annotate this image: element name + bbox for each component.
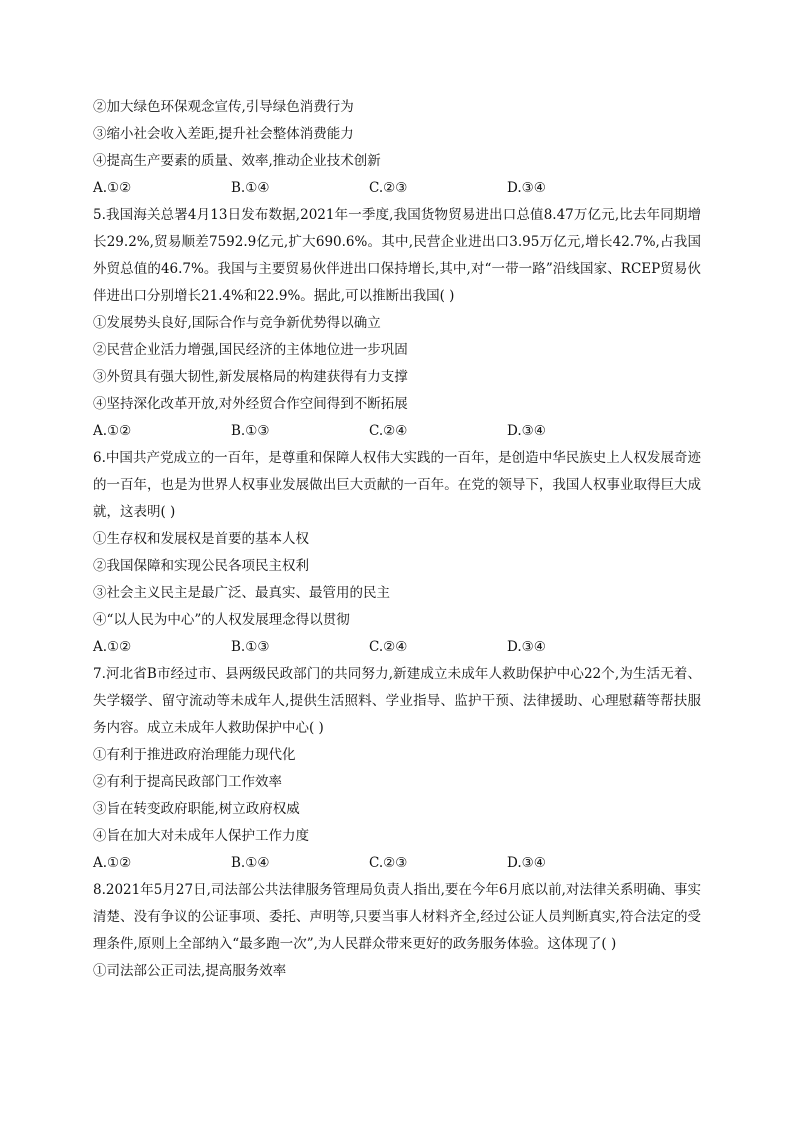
q4-item-3: ③缩小社会收入差距,提升社会整体消费能力 bbox=[93, 126, 354, 142]
q6-option-b: B.①③ bbox=[231, 639, 270, 655]
q5-item-1: ①发展势头良好,国际合作与竞争新优势得以确立 bbox=[93, 315, 381, 331]
q5-item-4: ④坚持深化改革开放,对外经贸合作空间得到不断拓展 bbox=[93, 396, 408, 412]
q8-item-1: ①司法部公正司法,提高服务效率 bbox=[93, 963, 287, 979]
q6-item-2: ②我国保障和实现公民各项民主权利 bbox=[93, 558, 309, 574]
q5-option-b: B.①③ bbox=[231, 423, 270, 439]
q5-option-d: D.③④ bbox=[507, 423, 546, 439]
q5-options bbox=[93, 418, 703, 445]
q7-item-4: ④旨在加大对未成年人保护工作力度 bbox=[93, 828, 309, 844]
q6-item-1: ①生存权和发展权是首要的基本人权 bbox=[93, 531, 309, 547]
question-6 bbox=[93, 445, 703, 661]
q7-item-3: ③旨在转变政府职能,树立政府权威 bbox=[93, 801, 300, 817]
q7-item-2: ②有利于提高民政部门工作效率 bbox=[93, 774, 282, 790]
q6-stem: 6.中国共产党成立的一百年，是尊重和保障人权伟大实践的一百年，是创造中华民族史上人权发展奇迹的一百年，也是为世界人权事业发展做出巨大贡献的一百年。在党的领导下，我国人权事业取得巨大成就，这表明( ) bbox=[93, 450, 701, 520]
exam-page bbox=[93, 94, 703, 985]
q6-item-3: ③社会主义民主是最广泛、最真实、最管用的民主 bbox=[93, 585, 390, 601]
q6-option-d: D.③④ bbox=[507, 639, 546, 655]
q4-item-4: ④提高生产要素的质量、效率,推动企业技术创新 bbox=[93, 153, 381, 169]
q4-option-b: B.①④ bbox=[231, 180, 270, 196]
q6-options bbox=[93, 634, 703, 661]
q6-option-c: C.②④ bbox=[369, 639, 408, 655]
q8-stem: 8.2021年5月27日,司法部公共法律服务管理局负责人指出,要在今年6月底以前,对法律关系明确、事实清楚、没有争议的公证事项、委托、声明等,只要当事人材料齐全,经过公证人员判断真实,符合法定的受理条件,原则上全部纳入“最多跑一次”,为人民群众带来更好的政务服务体验。这体现了( ) bbox=[93, 882, 701, 952]
q4-option-a: A.①② bbox=[93, 180, 132, 196]
q6-option-a: A.①② bbox=[93, 639, 132, 655]
q7-item-1: ①有利于推进政府治理能力现代化 bbox=[93, 747, 296, 763]
q7-stem: 7.河北省B市经过市、县两级民政部门的共同努力,新建成立未成年人救助保护中心22个,为生活无着、失学辍学、留守流动等未成年人,提供生活照料、学业指导、监护干预、法律援助、心理慰藉等帮扶服务内容。成立未成年人救助保护中心( ) bbox=[93, 666, 701, 736]
q5-stem: 5.我国海关总署4月13日发布数据,2021年一季度,我国货物贸易进出口总值8.47万亿元,比去年同期增长29.2%,贸易顺差7592.9亿元,扩大690.6%。其中,民营企业进出口3.95万亿元,增长42.7%,占我国外贸总值的46.7%。我国与主要贸易伙伴进出口保持增长,其中,对“一带一路”沿线国家、RCEP贸易伙伴进出口分别增长21.4%和22.9%。据此,可以推断出我国( ) bbox=[93, 207, 701, 304]
question-8 bbox=[93, 877, 703, 985]
q7-option-a: A.①② bbox=[93, 855, 132, 871]
question-7 bbox=[93, 661, 703, 877]
q4-option-c: C.②③ bbox=[369, 180, 408, 196]
q4-item-2: ②加大绿色环保观念宣传,引导绿色消费行为 bbox=[93, 99, 354, 115]
q5-item-3: ③外贸具有强大韧性,新发展格局的构建获得有力支撑 bbox=[93, 369, 408, 385]
q5-option-c: C.②④ bbox=[369, 423, 408, 439]
q6-item-4: ④“以人民为中心”的人权发展理念得以贯彻 bbox=[93, 612, 350, 628]
q7-option-c: C.②③ bbox=[369, 855, 408, 871]
q5-item-2: ②民营企业活力增强,国民经济的主体地位进一步巩固 bbox=[93, 342, 408, 358]
q7-option-b: B.①④ bbox=[231, 855, 270, 871]
q5-option-a: A.①② bbox=[93, 423, 132, 439]
q7-option-d: D.③④ bbox=[507, 855, 546, 871]
q4-option-d: D.③④ bbox=[507, 180, 546, 196]
question-5 bbox=[93, 202, 703, 445]
q4-options bbox=[93, 175, 703, 202]
q7-options bbox=[93, 850, 703, 877]
question-4-tail bbox=[93, 94, 703, 202]
